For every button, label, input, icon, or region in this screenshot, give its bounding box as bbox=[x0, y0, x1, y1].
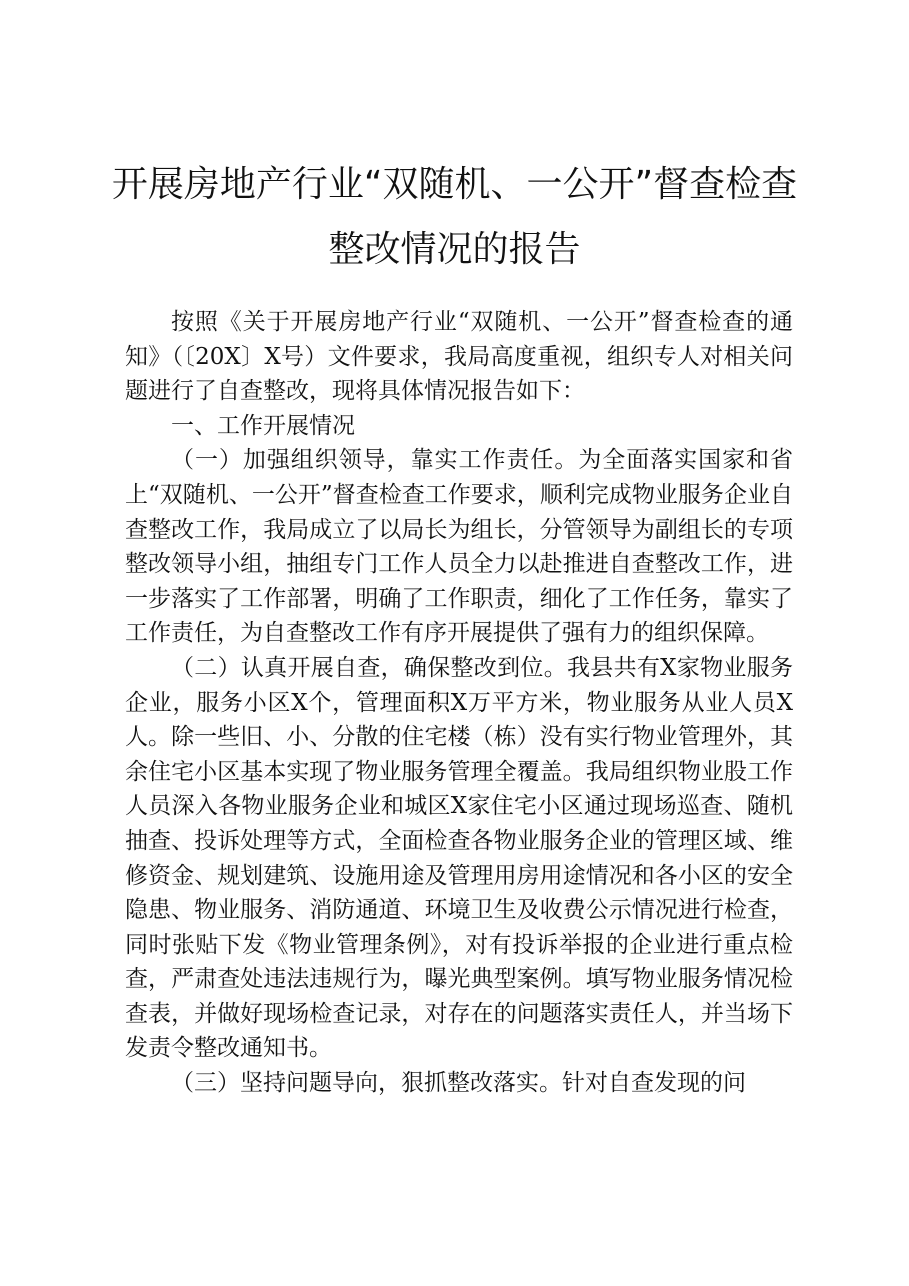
body-paragraph-1: （一）加强组织领导，靠实工作责任。为全面落实国家和省上“双随机、一公开”督查检查工作要求，顺利完成物业服务企业自查整改工作，我局成立了以局长为组长，分管领导为副组长的专项整改领导小组，抽组专门工作人员全力以赴推进自查整改工作，进一步落实了工作部署，明确了工作职责，细化了工作任务，靠实了工作责任，为自查整改工作有序开展提供了强有力的组织保障。 bbox=[125, 447, 793, 647]
intro-paragraph: 按照《关于开展房地产行业“双随机、一公开”督查检查的通知》（〔20X〕X号）文件要求，我局高度重视，组织专人对相关问题进行了自查整改，现将具体情况报告如下： bbox=[125, 309, 793, 405]
document-title-line-2: 整改情况的报告 bbox=[328, 229, 581, 270]
body-paragraph-3: （三）坚持问题导向，狠抓整改落实。针对自查发现的问 bbox=[171, 1070, 746, 1097]
document-title-line-1: 开展房地产行业“双随机、一公开”督查检查 bbox=[111, 164, 798, 205]
section-heading: 一、工作开展情况 bbox=[171, 412, 355, 439]
document-body bbox=[125, 305, 793, 1101]
body-paragraph-2: （二）认真开展自查，确保整改到位。我县共有X家物业服务企业，服务小区X个，管理面积X万平方米，物业服务从业人员X人。除一些旧、小、分散的住宅楼（栋）没有实行物业管理外，其余住宅小区基本实现了物业服务管理全覆盖。我局组织物业股工作人员深入各物业服务企业和城区X家住宅小区通过现场巡查、随机抽查、投诉处理等方式，全面检查各物业服务企业的管理区域、维修资金、规划建筑、设施用途及管理用房用途情况和各小区的安全隐患、物业服务、消防通道、环境卫生及收费公示情况进行检查，同时张贴下发《物业管理条例》，对有投诉举报的企业进行重点检查，严肃查处违法违规行为，曝光典型案例。填写物业服务情况检查表，并做好现场检查记录，对存在的问题落实责任人，并当场下发责令整改通知书。 bbox=[125, 654, 793, 1062]
